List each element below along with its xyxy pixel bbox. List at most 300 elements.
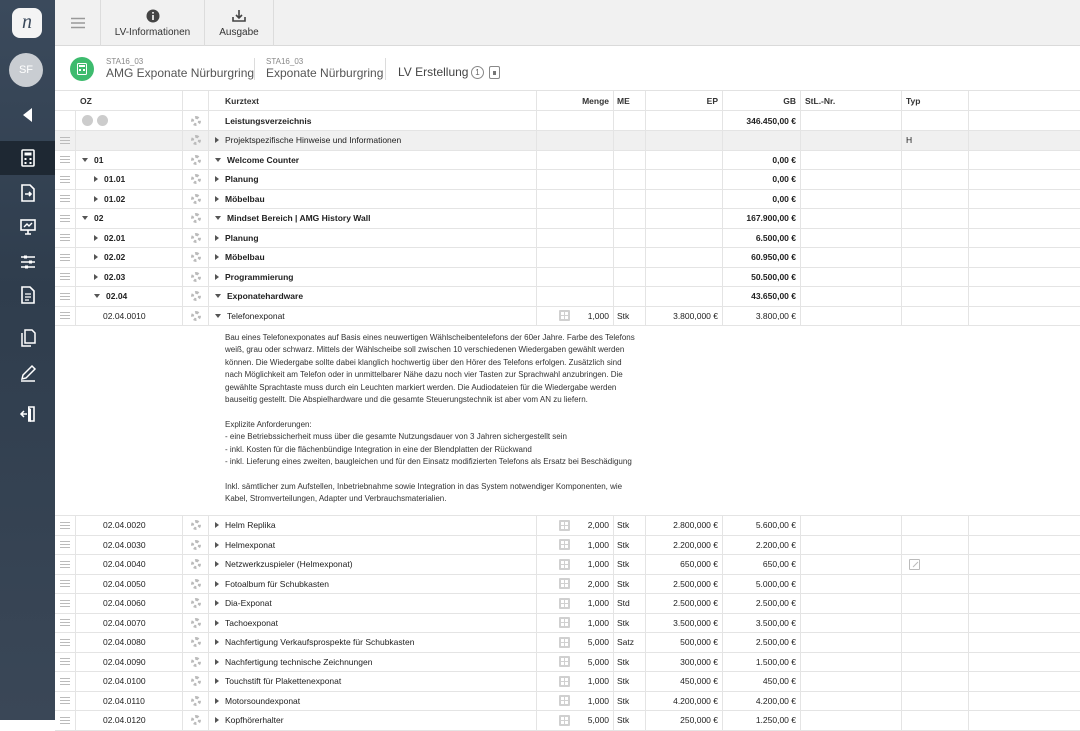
table-row[interactable]: [55, 672, 1080, 692]
ep-cell[interactable]: [646, 692, 723, 711]
calculator-icon[interactable]: [559, 656, 570, 667]
expand-icon[interactable]: [215, 698, 219, 704]
ep-cell: [646, 131, 723, 150]
nav-prev-icon[interactable]: [82, 115, 93, 126]
kurztext-cell: [209, 111, 537, 130]
col-header-stl-nr[interactable]: StL.-Nr.: [801, 91, 902, 110]
root-row[interactable]: [55, 111, 1080, 131]
row-settings[interactable]: [183, 111, 209, 130]
sidebar-item-edit[interactable]: [0, 356, 55, 390]
typ-cell[interactable]: [902, 131, 969, 150]
breadcrumb-project[interactable]: [106, 57, 254, 81]
me-cell[interactable]: [614, 516, 646, 535]
drag-handle[interactable]: [55, 711, 76, 730]
breadcrumb-project-code: STA16_03: [106, 57, 144, 66]
stl-nr-cell[interactable]: [801, 653, 902, 672]
gb-cell: [723, 692, 801, 711]
stl-nr-cell[interactable]: [801, 307, 902, 326]
collapse-icon[interactable]: [82, 216, 88, 220]
stl-nr-cell[interactable]: [801, 594, 902, 613]
typ-cell[interactable]: [902, 190, 969, 209]
gear-icon: [191, 637, 201, 647]
drag-handle[interactable]: [55, 672, 76, 691]
oz-cell: [76, 307, 183, 326]
drag-handle-icon: [60, 215, 70, 222]
typ-cell[interactable]: [902, 229, 969, 248]
ep-value: 2.500,000 €: [673, 578, 718, 589]
ep-value: 2.500,000 €: [673, 598, 718, 609]
ep-value: 650,000 €: [680, 559, 718, 570]
me-cell[interactable]: [614, 555, 646, 574]
ep-value: 250,000 €: [680, 715, 718, 726]
kurztext-cell: [209, 170, 537, 189]
me-cell[interactable]: [614, 614, 646, 633]
gear-icon: [191, 272, 201, 282]
group-row[interactable]: [55, 268, 1080, 288]
expand-icon[interactable]: [215, 600, 219, 606]
oz-number: 02.04.0050: [103, 578, 146, 589]
table-row[interactable]: [55, 692, 1080, 712]
expand-icon[interactable]: [215, 137, 219, 143]
drag-handle[interactable]: [55, 190, 76, 209]
row-settings[interactable]: [183, 268, 209, 287]
oz-cell: [76, 536, 183, 555]
gb-cell: [723, 170, 801, 189]
typ-cell[interactable]: [902, 633, 969, 652]
sidebar-item-export[interactable]: [0, 176, 55, 210]
calculator-icon[interactable]: [559, 598, 570, 609]
typ-cell[interactable]: [902, 555, 969, 574]
ep-cell[interactable]: [646, 672, 723, 691]
typ-cell[interactable]: [902, 170, 969, 189]
stl-nr-cell: [801, 209, 902, 228]
drag-handle[interactable]: [55, 287, 76, 306]
row-settings[interactable]: [183, 594, 209, 613]
oz-number: 02.01: [104, 232, 126, 243]
expand-icon[interactable]: [215, 196, 219, 202]
table-row[interactable]: [55, 575, 1080, 595]
gear-icon: [191, 252, 201, 262]
table-row[interactable]: [55, 594, 1080, 614]
col-header-kurztext[interactable]: Kurztext: [209, 91, 537, 110]
calculator-icon[interactable]: [559, 676, 570, 687]
table-row[interactable]: [55, 555, 1080, 575]
drag-handle[interactable]: [55, 307, 76, 326]
typ-cell[interactable]: [902, 248, 969, 267]
ep-cell[interactable]: [646, 711, 723, 730]
sidebar-item-calculation[interactable]: [0, 141, 55, 175]
menge-value: 5,000: [587, 637, 609, 648]
row-settings[interactable]: [183, 516, 209, 535]
ep-cell[interactable]: [646, 307, 723, 326]
menu-toggle-button[interactable]: [55, 0, 101, 46]
note-row[interactable]: [55, 131, 1080, 151]
menge-value: 1,000: [587, 617, 609, 628]
group-row[interactable]: [55, 209, 1080, 229]
typ-cell[interactable]: [902, 614, 969, 633]
ep-cell: [646, 170, 723, 189]
me-cell[interactable]: [614, 633, 646, 652]
me-value: Stk: [617, 617, 630, 628]
ep-cell[interactable]: [646, 536, 723, 555]
stl-nr-cell[interactable]: [801, 575, 902, 594]
row-settings[interactable]: [183, 307, 209, 326]
calculator-icon[interactable]: [559, 695, 570, 706]
drag-handle-icon: [60, 522, 70, 529]
sidebar-item-documents[interactable]: [0, 321, 55, 355]
expand-icon[interactable]: [94, 274, 98, 280]
col-header-me[interactable]: ME: [614, 91, 646, 110]
oz-cell: [76, 111, 183, 130]
kurztext-cell: [209, 575, 537, 594]
typ-cell[interactable]: [902, 536, 969, 555]
oz-number: 02.04.0070: [103, 617, 146, 628]
expand-icon[interactable]: [215, 235, 219, 241]
me-value: Stk: [617, 695, 630, 706]
stl-nr-cell[interactable]: [801, 614, 902, 633]
calculator-icon[interactable]: [559, 310, 570, 321]
kurztext-cell: [209, 287, 537, 306]
col-header-ep[interactable]: EP: [646, 91, 723, 110]
lv-informationen-button[interactable]: [101, 0, 205, 46]
menge-cell: [537, 131, 614, 150]
gear-icon: [191, 194, 201, 204]
exit-door-icon: [19, 405, 37, 423]
ausgabe-label: Ausgabe: [219, 26, 259, 38]
user-avatar[interactable]: SF: [9, 53, 43, 87]
ep-cell[interactable]: [646, 653, 723, 672]
col-header-oz[interactable]: OZ: [76, 91, 183, 110]
stl-nr-cell[interactable]: [801, 555, 902, 574]
menge-value: 2,000: [587, 578, 609, 589]
gear-icon: [191, 135, 201, 145]
expand-icon[interactable]: [215, 254, 219, 260]
menge-cell: [537, 151, 614, 170]
stl-nr-cell[interactable]: [801, 692, 902, 711]
menge-cell[interactable]: [537, 711, 614, 730]
breadcrumb-subproject[interactable]: [266, 57, 383, 81]
kurztext-cell: [209, 594, 537, 613]
collapse-icon[interactable]: [82, 158, 88, 162]
typ-cell[interactable]: [902, 307, 969, 326]
ep-cell: [646, 268, 723, 287]
group-row[interactable]: [55, 248, 1080, 268]
typ-cell[interactable]: [902, 672, 969, 691]
sidebar-item-document[interactable]: [0, 278, 55, 312]
drag-handle[interactable]: [55, 692, 76, 711]
table-row[interactable]: [55, 711, 1080, 731]
gear-icon: [191, 116, 201, 126]
ep-cell: [646, 287, 723, 306]
row-settings[interactable]: [183, 672, 209, 691]
drag-handle-icon: [60, 137, 70, 144]
me-cell[interactable]: [614, 575, 646, 594]
row-settings[interactable]: [183, 170, 209, 189]
expand-icon[interactable]: [215, 659, 219, 665]
oz-number: 01: [94, 154, 104, 165]
menge-cell[interactable]: [537, 614, 614, 633]
table-row[interactable]: [55, 307, 1080, 327]
ep-value: 2.800,000 €: [673, 520, 718, 531]
group-row[interactable]: [55, 229, 1080, 249]
drag-handle-icon: [60, 176, 70, 183]
me-cell[interactable]: [614, 711, 646, 730]
kurztext-cell: [209, 131, 537, 150]
group-row[interactable]: [55, 190, 1080, 210]
oz-cell: [76, 151, 183, 170]
stl-nr-cell[interactable]: [801, 672, 902, 691]
me-cell[interactable]: [614, 307, 646, 326]
expand-icon[interactable]: [94, 254, 98, 260]
expand-icon[interactable]: [215, 620, 219, 626]
gb-cell: [723, 248, 801, 267]
drag-handle[interactable]: [55, 536, 76, 555]
me-value: Stk: [617, 676, 630, 687]
drag-handle-icon: [60, 678, 70, 685]
collapse-icon[interactable]: [94, 294, 100, 298]
drag-handle[interactable]: [55, 594, 76, 613]
menge-cell[interactable]: [537, 653, 614, 672]
drag-handle[interactable]: [55, 575, 76, 594]
row-settings[interactable]: [183, 536, 209, 555]
calculator-icon: [19, 149, 37, 167]
menge-cell[interactable]: [537, 692, 614, 711]
group-row[interactable]: [55, 151, 1080, 171]
menge-cell[interactable]: [537, 672, 614, 691]
calculator-icon[interactable]: [559, 559, 570, 570]
typ-cell[interactable]: [902, 287, 969, 306]
expand-icon[interactable]: [215, 176, 219, 182]
sidebar-back-button[interactable]: [0, 98, 55, 132]
stl-nr-cell[interactable]: [801, 536, 902, 555]
group-row[interactable]: [55, 287, 1080, 307]
sidebar-item-presentation[interactable]: [0, 210, 55, 244]
kurztext-label: Programmierung: [225, 271, 294, 282]
drag-handle-icon: [60, 561, 70, 568]
table-row[interactable]: [55, 633, 1080, 653]
ep-cell[interactable]: [646, 555, 723, 574]
expand-icon[interactable]: [94, 176, 98, 182]
row-settings[interactable]: [183, 711, 209, 730]
menge-cell[interactable]: [537, 575, 614, 594]
row-settings[interactable]: [183, 229, 209, 248]
table-row[interactable]: [55, 536, 1080, 556]
gb-value: 2.500,00 €: [755, 598, 796, 609]
row-settings[interactable]: [183, 633, 209, 652]
gb-value: 50.500,00 €: [751, 271, 796, 282]
nav-next-icon[interactable]: [97, 115, 108, 126]
sidebar-item-exit[interactable]: [0, 397, 55, 431]
oz-cell: [76, 711, 183, 730]
me-cell[interactable]: [614, 536, 646, 555]
ep-cell: [646, 209, 723, 228]
typ-cell[interactable]: [902, 594, 969, 613]
calculator-icon[interactable]: [559, 637, 570, 648]
gear-icon: [191, 155, 201, 165]
ep-cell[interactable]: [646, 516, 723, 535]
sidebar-item-settings[interactable]: [0, 245, 55, 279]
document-export-icon: [19, 184, 37, 202]
calculator-icon[interactable]: [559, 617, 570, 628]
oz-cell: [76, 555, 183, 574]
calculator-icon[interactable]: [559, 578, 570, 589]
expand-icon[interactable]: [215, 561, 219, 567]
menge-value: 5,000: [587, 656, 609, 667]
gear-icon: [191, 657, 201, 667]
menge-cell[interactable]: [537, 536, 614, 555]
ep-cell: [646, 248, 723, 267]
expand-icon[interactable]: [215, 717, 219, 723]
expand-icon[interactable]: [215, 639, 219, 645]
ep-cell[interactable]: [646, 614, 723, 633]
row-settings[interactable]: [183, 287, 209, 306]
collapse-icon[interactable]: [215, 294, 221, 298]
typ-cell[interactable]: [902, 575, 969, 594]
collapse-icon[interactable]: [215, 216, 221, 220]
drag-handle[interactable]: [55, 229, 76, 248]
typ-cell[interactable]: [902, 692, 969, 711]
row-settings[interactable]: [183, 209, 209, 228]
drag-handle[interactable]: [55, 248, 76, 267]
ep-value: 500,000 €: [680, 637, 718, 648]
kurztext-label: Planung: [225, 232, 259, 243]
gb-cell: [723, 209, 801, 228]
menge-value: 1,000: [587, 676, 609, 687]
table-row[interactable]: [55, 516, 1080, 536]
ep-cell[interactable]: [646, 594, 723, 613]
expand-icon[interactable]: [215, 522, 219, 528]
drag-handle[interactable]: [55, 131, 76, 150]
kurztext-label: Nachfertigung Verkaufsprospekte für Schubkasten: [225, 637, 415, 648]
typ-cell[interactable]: [902, 268, 969, 287]
row-settings[interactable]: [183, 131, 209, 150]
drag-handle[interactable]: [55, 653, 76, 672]
typ-cell[interactable]: [902, 711, 969, 730]
menge-cell[interactable]: [537, 633, 614, 652]
calculator-icon[interactable]: [559, 520, 570, 531]
ausgabe-button[interactable]: [205, 0, 274, 46]
drag-handle[interactable]: [55, 633, 76, 652]
drag-handle[interactable]: [55, 555, 76, 574]
breadcrumb-sub-name: Exponate Nürburgring: [266, 66, 384, 80]
menge-cell[interactable]: [537, 307, 614, 326]
drag-handle[interactable]: [55, 170, 76, 189]
oz-number: 02.03: [104, 271, 126, 282]
col-header-gb[interactable]: GB: [723, 91, 801, 110]
table-header: [55, 91, 1080, 111]
table-row[interactable]: [55, 653, 1080, 673]
gb-value: 650,00 €: [762, 559, 796, 570]
drag-handle[interactable]: [55, 516, 76, 535]
stl-nr-cell: [801, 111, 902, 130]
calculator-icon[interactable]: [559, 715, 570, 726]
gb-value: 346.450,00 €: [746, 115, 796, 126]
oz-number: 02.04.0020: [103, 520, 146, 531]
ep-value: 4.200,000 €: [673, 695, 718, 706]
app-logo[interactable]: n: [12, 8, 42, 38]
stl-nr-cell[interactable]: [801, 711, 902, 730]
expand-icon[interactable]: [215, 542, 219, 548]
typ-cell[interactable]: [902, 516, 969, 535]
breadcrumb-divider: [254, 58, 255, 80]
expand-icon[interactable]: [215, 678, 219, 684]
lv-table: [55, 91, 1080, 726]
gb-value: 3.500,00 €: [755, 617, 796, 628]
me-cell[interactable]: [614, 653, 646, 672]
stl-nr-cell: [801, 190, 902, 209]
ep-cell: [646, 229, 723, 248]
drag-handle[interactable]: [55, 151, 76, 170]
row-settings[interactable]: [183, 614, 209, 633]
oz-cell: [76, 516, 183, 535]
typ-cell[interactable]: [902, 653, 969, 672]
stl-nr-cell[interactable]: [801, 516, 902, 535]
expand-icon[interactable]: [215, 274, 219, 280]
me-cell[interactable]: [614, 692, 646, 711]
menge-cell[interactable]: [537, 555, 614, 574]
row-settings[interactable]: [183, 653, 209, 672]
expand-icon[interactable]: [215, 581, 219, 587]
stl-nr-cell[interactable]: [801, 633, 902, 652]
col-header-settings: [183, 91, 209, 110]
typ-cell[interactable]: [902, 151, 969, 170]
expand-icon[interactable]: [94, 235, 98, 241]
drag-handle[interactable]: [55, 614, 76, 633]
row-settings[interactable]: [183, 151, 209, 170]
col-header-typ[interactable]: Typ: [902, 91, 969, 110]
calculator-icon[interactable]: [559, 539, 570, 550]
kurztext-label: Projektspezifische Hinweise und Informationen: [225, 135, 402, 146]
col-header-menge[interactable]: Menge: [537, 91, 614, 110]
gb-cell: [723, 672, 801, 691]
gb-cell: [723, 536, 801, 555]
me-cell[interactable]: [614, 672, 646, 691]
gb-value: 0,00 €: [772, 193, 796, 204]
me-value: Stk: [617, 656, 630, 667]
stl-nr-cell: [801, 248, 902, 267]
menge-cell[interactable]: [537, 516, 614, 535]
me-cell[interactable]: [614, 594, 646, 613]
oz-number: 02.04.0010: [103, 310, 146, 321]
row-settings[interactable]: [183, 555, 209, 574]
menge-cell[interactable]: [537, 594, 614, 613]
oz-cell: [76, 594, 183, 613]
menge-value: 5,000: [587, 715, 609, 726]
collapse-icon[interactable]: [215, 314, 221, 318]
collapse-icon[interactable]: [215, 158, 221, 162]
drag-handle[interactable]: [55, 268, 76, 287]
table-row[interactable]: [55, 614, 1080, 634]
drag-handle-icon: [60, 156, 70, 163]
ep-cell[interactable]: [646, 575, 723, 594]
oz-number: 02.02: [104, 252, 126, 263]
lock-icon[interactable]: [489, 66, 500, 79]
expand-icon[interactable]: [94, 196, 98, 202]
edit-icon[interactable]: [909, 559, 920, 570]
row-settings[interactable]: [183, 575, 209, 594]
kurztext-label: Motorsoundexponat: [225, 695, 301, 706]
gb-cell: [723, 633, 801, 652]
group-row[interactable]: [55, 170, 1080, 190]
drag-handle[interactable]: [55, 209, 76, 228]
row-settings[interactable]: [183, 692, 209, 711]
info-count-badge[interactable]: 1: [471, 66, 484, 79]
row-settings[interactable]: [183, 190, 209, 209]
drag-handle: [55, 111, 76, 130]
row-settings[interactable]: [183, 248, 209, 267]
ep-cell[interactable]: [646, 633, 723, 652]
typ-cell[interactable]: [902, 209, 969, 228]
